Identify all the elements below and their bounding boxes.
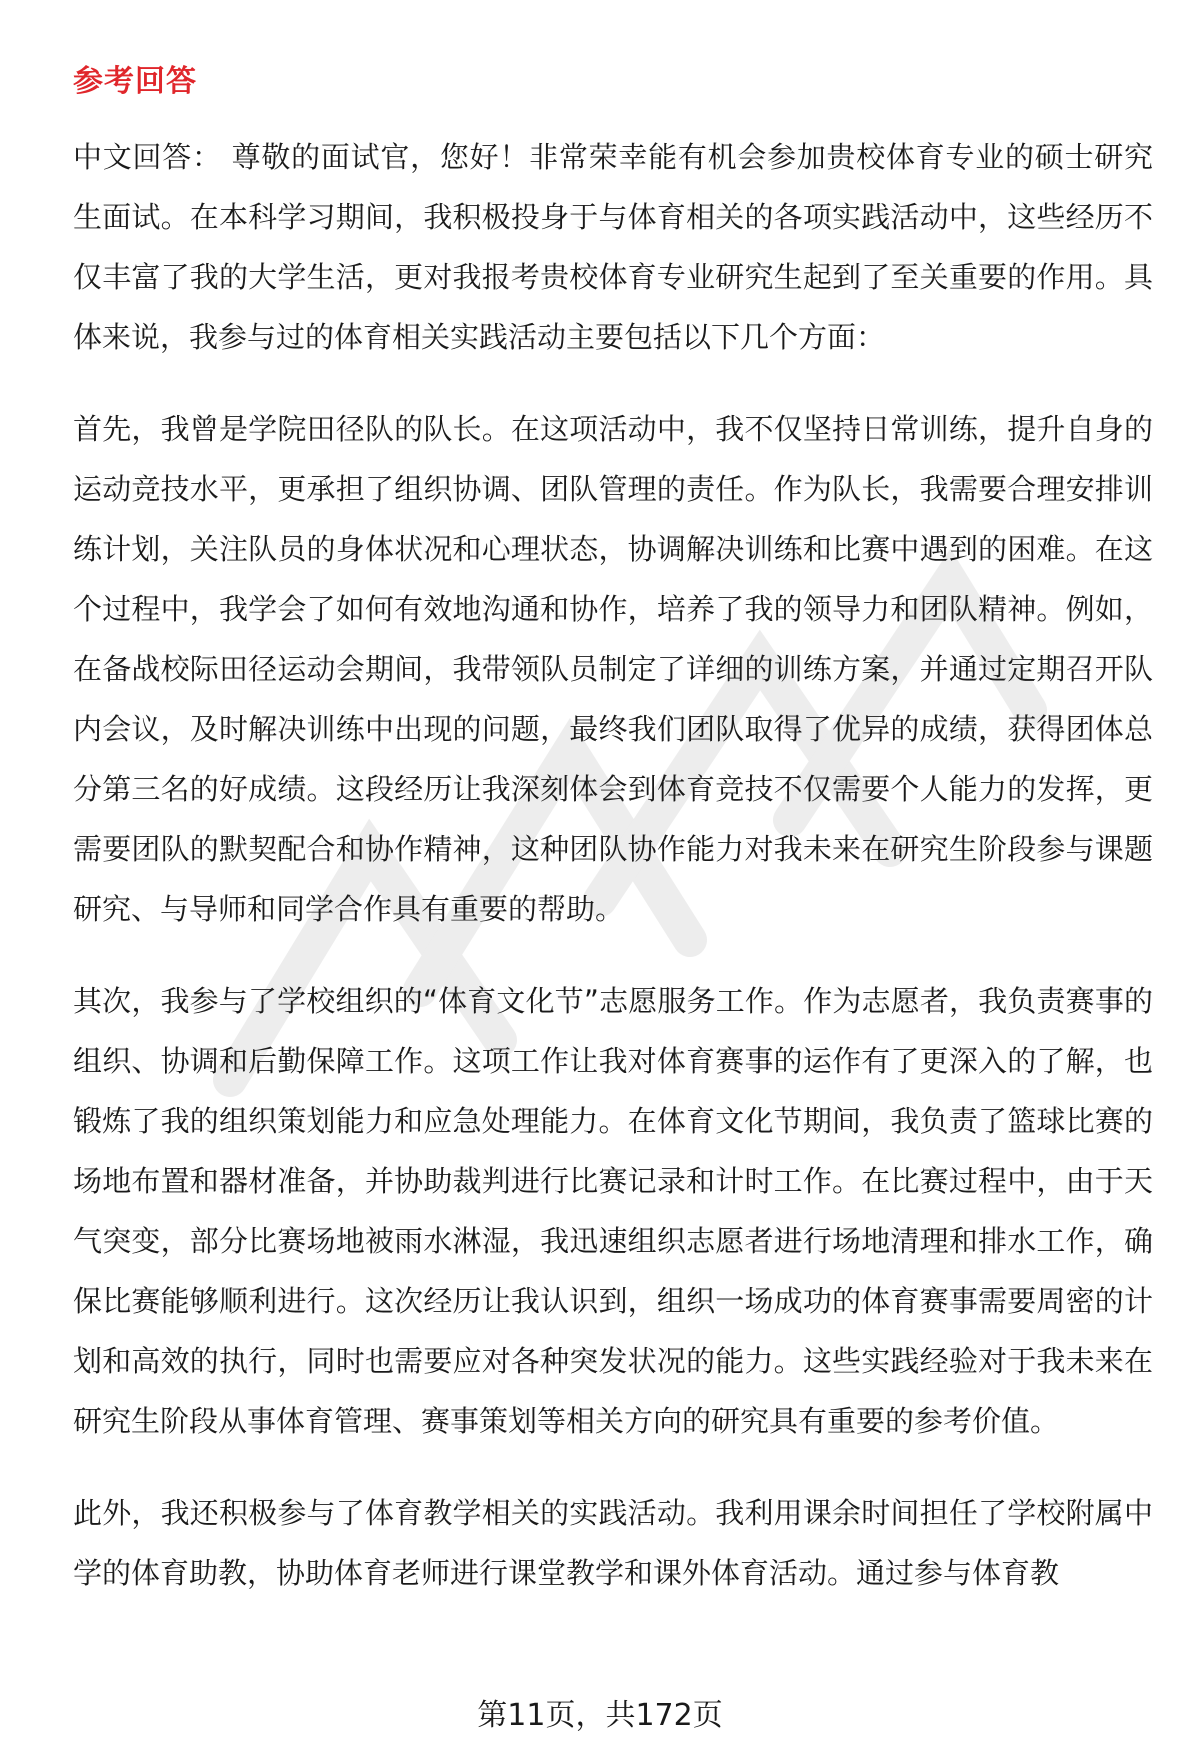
paragraph-intro: 中文回答： 尊敬的面试官，您好！非常荣幸能有机会参加贵校体育专业的硕士研究生面试。在本科学习期间，我积极投身于与体育相关的各项实践活动中，这些经历不仅丰富了我的大学生活，更对我报考贵校体育专业研究生起到了至关重要的作用。具体来说，我参与过的体育相关实践活动主要包括以下几个方面： [73,140,1153,354]
paragraph-second-point: 其次，我参与了学校组织的“体育文化节”志愿服务工作。作为志愿者，我负责赛事的组织、协调和后勤保障工作。这项工作让我对体育赛事的运作有了更深入的了解，也锻炼了我的组织策划能力和应急处理能力。在体育文化节期间，我负责了篮球比赛的场地布置和器材准备，并协助裁判进行比赛记录和计时工作。在比赛过程中，由于天气突变，部分比赛场地被雨水淋湿，我迅速组织志愿者进行场地清理和排水工作，确保比赛能够顺利进行。这次经历让我认识到，组织一场成功的体育赛事需要周密的计划和高效的执行，同时也需要应对各种突发状况的能力。这些实践经验对于我未来在研究生阶段从事体育管理、赛事策划等相关方向的研究具有重要的参考价值。 [73,984,1153,1438]
paragraph-first-point: 首先，我曾是学院田径队的队长。在这项活动中，我不仅坚持日常训练，提升自身的运动竞技水平，更承担了组织协调、团队管理的责任。作为队长，我需要合理安排训练计划，关注队员的身体状况和心理状态，协调解决训练和比赛中遇到的困难。在这个过程中，我学会了如何有效地沟通和协作，培养了我的领导力和团队精神。例如，在备战校际田径运动会期间，我带领队员制定了详细的训练方案，并通过定期召开队内会议，及时解决训练中出现的问题，最终我们团队取得了优异的成绩，获得团体总分第三名的好成绩。这段经历让我深刻体会到体育竞技不仅需要个人能力的发挥，更需要团队的默契配合和协作精神，这种团队协作能力对我未来在研究生阶段参与课题研究、与导师和同学合作具有重要的帮助。 [73,412,1153,926]
answer-body [73,127,1153,1603]
paragraph-third-point: 此外，我还积极参与了体育教学相关的实践活动。我利用课余时间担任了学校附属中学的体育助教，协助体育老师进行课堂教学和课外体育活动。通过参与体育教 [73,1496,1153,1590]
page-number: 第11页，共172页 [477,1698,723,1733]
section-heading: 参考回答 [73,64,197,99]
